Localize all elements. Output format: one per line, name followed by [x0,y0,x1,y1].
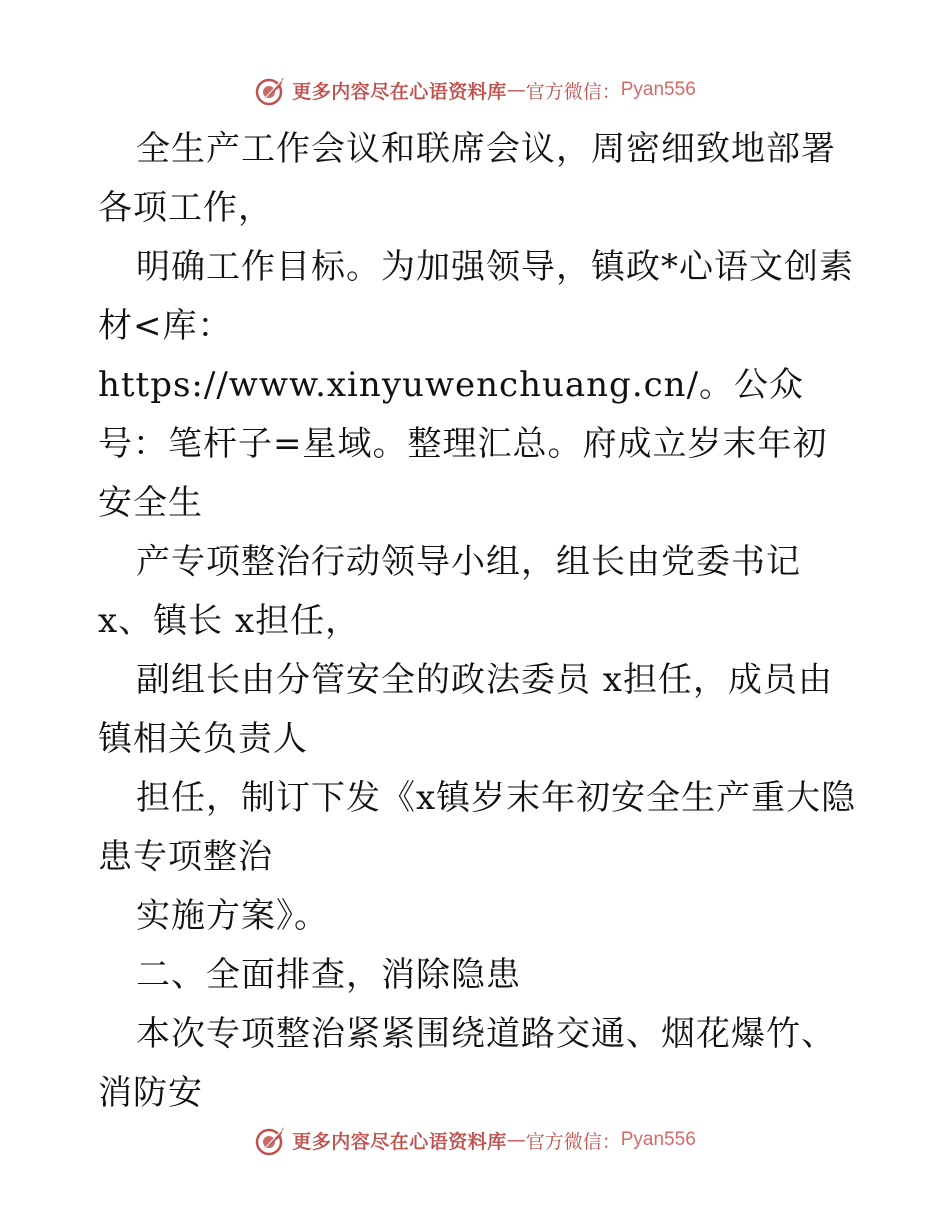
paragraph-4: 副组长由分管安全的政法委员 x担任，成员由镇相关负责人 [98,660,833,759]
footer-wechat-id: Pyan556 [620,1129,696,1150]
section-heading: 二、全面排查，消除隐患 [136,955,521,995]
quill-pen-logo-icon [254,73,288,107]
paragraph-7: 本次专项整治紧紧围绕道路交通、烟花爆竹、消防安 [98,1014,836,1113]
paragraph-5: 担任，制订下发《x镇岁末年初安全生产重大隐患专项整治 [98,778,857,877]
header-banner [0,70,950,110]
paragraph-1: 全生产工作会议和联席会议，周密细致地部署各项工作， [98,129,836,228]
footer-banner [0,1120,950,1160]
paragraph-2: 明确工作目标。为加强领导，镇政*心语文创素材<库：https://www.xinyuwenchuang.cn/。公众号：笔杆子=星域。整理汇总。府成立岁末年初安全生 [98,247,854,523]
footer-separator: — [506,1129,526,1151]
footer-wechat-label: 官方微信： [525,1130,621,1153]
header-slogan: 更多内容尽在心语资料库 [292,80,507,103]
header-wechat-label: 官方微信： [525,80,621,103]
document-body [98,120,858,1123]
paragraph-3: 产专项整治行动领导小组，组长由党委书记 x、镇长 x担任， [98,542,801,641]
quill-pen-logo-icon [254,1123,288,1157]
header-separator: — [506,79,526,101]
paragraph-6: 实施方案》。 [136,896,329,936]
header-wechat-id: Pyan556 [620,79,696,100]
footer-slogan: 更多内容尽在心语资料库 [292,1130,507,1153]
